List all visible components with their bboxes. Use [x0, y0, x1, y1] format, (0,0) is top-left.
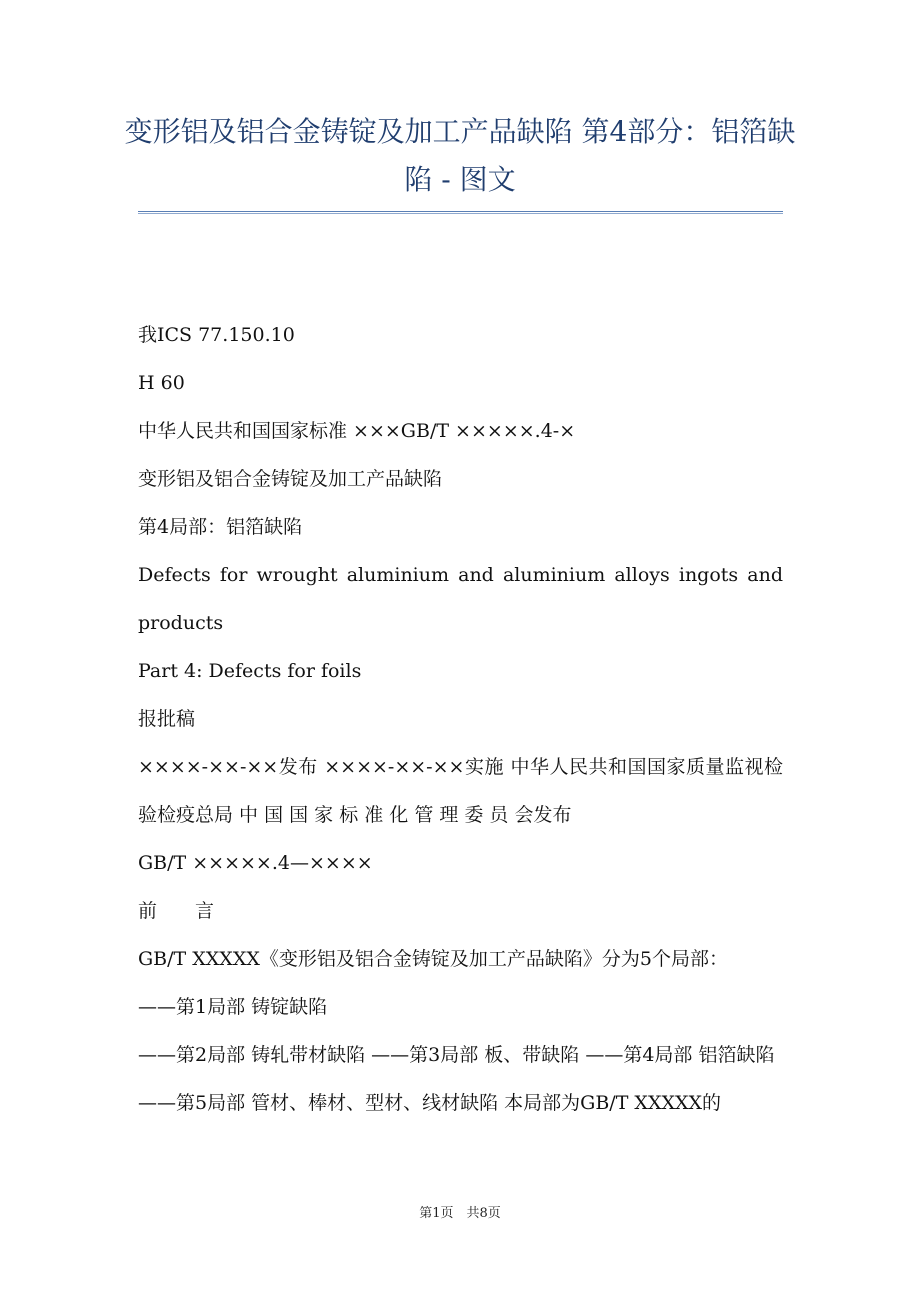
text-line: ——第1局部 铸锭缺陷	[138, 996, 328, 1018]
text-line: Part 4: Defects for foils	[138, 660, 362, 682]
document-body	[138, 311, 783, 1127]
section-heading: 前 言	[138, 900, 215, 922]
text-line: GB/T ×××××.4—××××	[138, 852, 373, 874]
text-line: GB/T XXXXX《变形铝及铝合金铸锭及加工产品缺陷》分为5个局部：	[138, 948, 728, 970]
text-line: H 60	[138, 372, 185, 394]
text-line: ××××-××-××发布 ××××-××-××实施 中华人民共和国国家质量监视检验检疫总局 中 国 国 家 标 准 化 管 理 委 员 会发布	[138, 756, 783, 826]
text-line: ——第2局部 铸轧带材缺陷 ——第3局部 板、带缺陷 ——第4局部 铝箔缺陷	[138, 1044, 775, 1066]
text-line: 我ICS 77.150.10	[138, 324, 295, 346]
text-line: ——第5局部 管材、棒材、型材、线材缺陷 本局部为GB/T XXXXX的	[138, 1092, 722, 1114]
page-footer: 第1页 共8页	[419, 1206, 501, 1221]
text-line: 第4局部：铝箔缺陷	[138, 516, 303, 538]
text-line: 报批稿	[138, 708, 196, 730]
title-divider	[138, 211, 783, 214]
document-title: 变形铝及铝合金铸锭及加工产品缺陷 第4部分：铝箔缺陷 - 图文	[124, 115, 796, 196]
text-line: 变形铝及铝合金铸锭及加工产品缺陷	[138, 468, 443, 490]
text-line: Defects for wrought aluminium and aluminium alloys ingots and products	[138, 564, 783, 634]
text-line: 中华人民共和国国家标准 ×××GB/T ×××××.4-×	[138, 420, 576, 442]
